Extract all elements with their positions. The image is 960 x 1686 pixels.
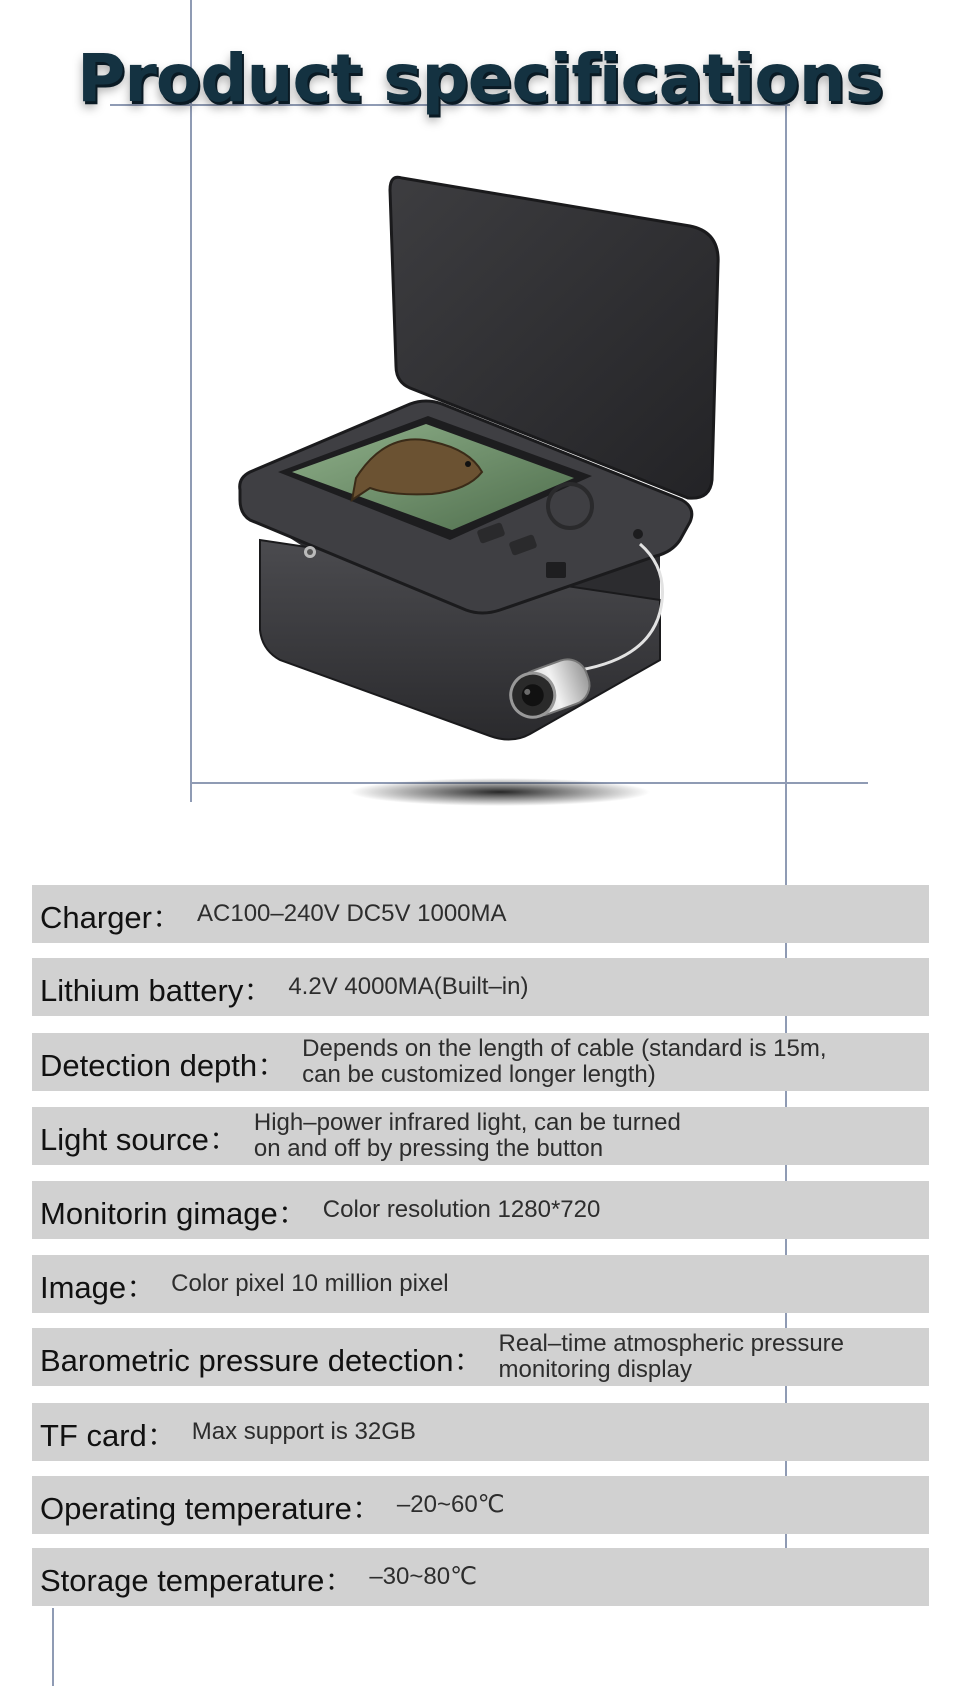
spec-label: TF card： xyxy=(40,1417,178,1453)
spec-label: Charger： xyxy=(40,899,183,935)
spec-value: –30~80℃ xyxy=(369,1563,478,1590)
spec-value: High–power infrared light, can be turned on and off by pressing the button xyxy=(253,1109,681,1162)
spec-value: 4.2V 4000MA(Built–in) xyxy=(288,973,529,1000)
fish-finder-camera-icon xyxy=(220,160,740,820)
page-title: Product specifications xyxy=(77,40,883,117)
product-image xyxy=(220,160,740,820)
spec-row-barometric-pressure xyxy=(32,1328,929,1386)
spec-value: Real–time atmospheric pressure monitoring display xyxy=(498,1330,845,1383)
guide-line-bottom-left xyxy=(52,1608,54,1686)
spec-label: Lithium battery： xyxy=(40,972,275,1008)
spec-label: Light source： xyxy=(40,1121,240,1157)
spec-value: Color pixel 10 million pixel xyxy=(171,1270,449,1297)
spec-row-charger xyxy=(32,885,929,943)
spec-value: Max support is 32GB xyxy=(191,1418,416,1445)
spec-row-tf-card xyxy=(32,1403,929,1461)
spec-label: Barometric pressure detection： xyxy=(40,1342,485,1378)
spec-value: –20~60℃ xyxy=(396,1491,505,1518)
spec-label: Monitorin gimage： xyxy=(40,1195,309,1231)
spec-value: AC100–240V DC5V 1000MA xyxy=(197,900,507,927)
spec-value: Color resolution 1280*720 xyxy=(322,1196,601,1223)
spec-label: Storage temperature： xyxy=(40,1562,356,1598)
spec-row-image xyxy=(32,1255,929,1313)
spec-row-monitoring-image xyxy=(32,1181,929,1239)
spec-label: Detection depth： xyxy=(40,1047,289,1083)
guide-line-left xyxy=(190,0,192,802)
spec-row-storage-temperature xyxy=(32,1548,929,1606)
spec-label: Operating temperature： xyxy=(40,1490,383,1526)
spec-row-detection-depth xyxy=(32,1033,929,1091)
spec-row-operating-temperature xyxy=(32,1476,929,1534)
spec-row-light-source xyxy=(32,1107,929,1165)
spec-value: Depends on the length of cable (standard is 15m, can be customized longer length) xyxy=(302,1035,827,1088)
spec-label: Image： xyxy=(40,1269,158,1305)
spec-row-lithium-battery xyxy=(32,958,929,1016)
